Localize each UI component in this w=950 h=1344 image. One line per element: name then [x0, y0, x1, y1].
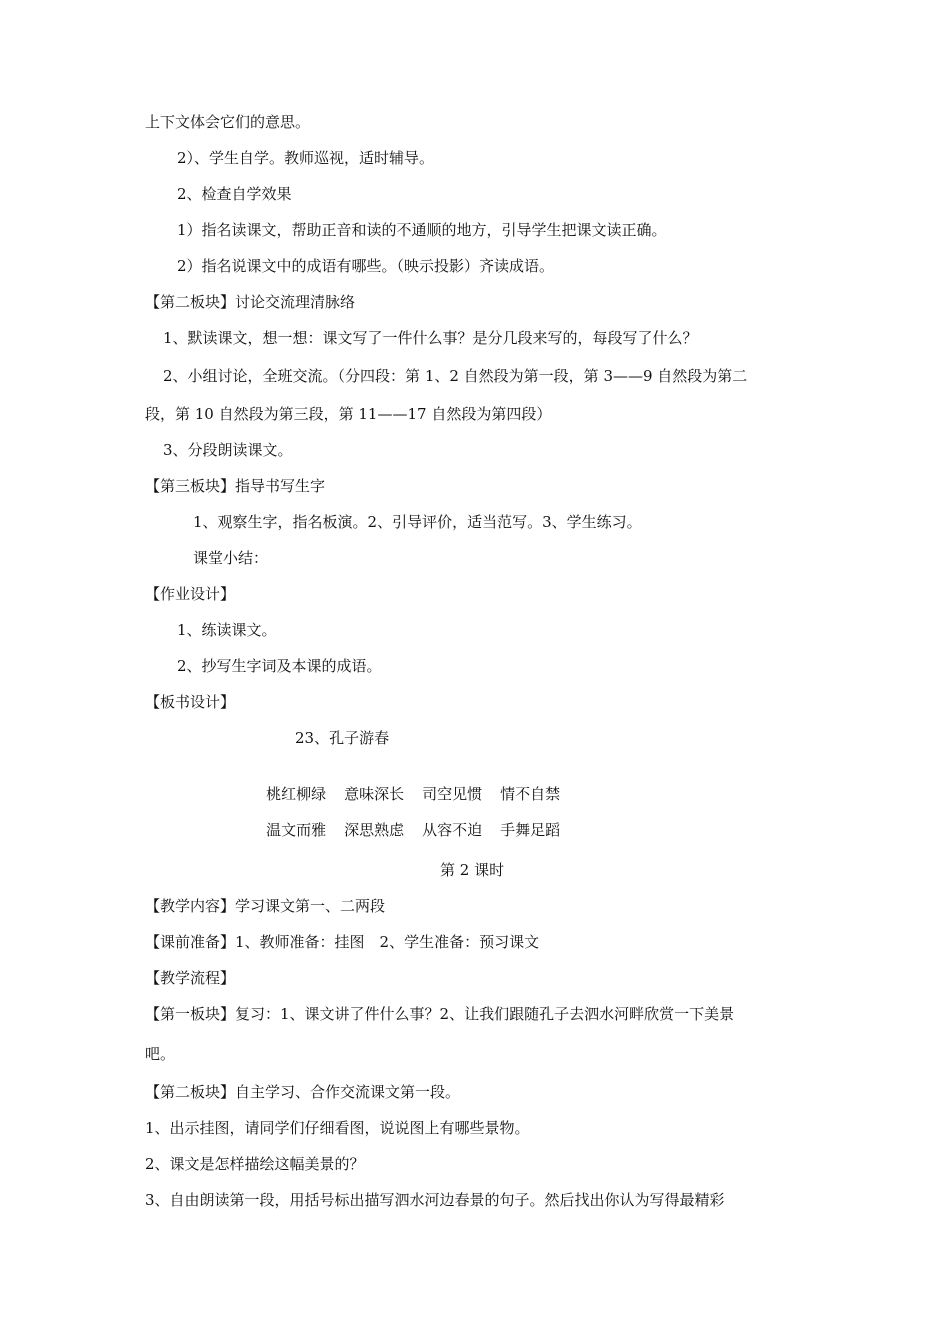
- text-line: 吧。: [145, 1045, 176, 1063]
- section-heading: 【第一板块】复习：1、课文讲了件什么事？2、让我们跟随孔子去泗水河畔欣赏一下美景: [145, 1005, 735, 1023]
- text-line: 2）指名说课文中的成语有哪些。（映示投影）齐读成语。: [177, 257, 555, 275]
- section-heading: 【第二板块】讨论交流理清脉络: [145, 293, 356, 311]
- text-line: 2、课文是怎样描绘这幅美景的？: [145, 1155, 365, 1173]
- text-line: 课堂小结：: [193, 549, 269, 567]
- board-vocab-row: [247, 800, 578, 860]
- text-line: 1、默读课文，想一想：课文写了一件什么事？是分几段来写的，每段写了什么？: [163, 329, 698, 347]
- text-line: 1、观察生字，指名板演。2、引导评价，适当范写。3、学生练习。: [193, 513, 642, 531]
- idiom: 情不自禁: [500, 785, 561, 803]
- idiom: 桃红柳绿: [266, 785, 327, 803]
- section-heading: 【教学内容】学习课文第一、二两段: [145, 897, 386, 915]
- text-line: 2、小组讨论，全班交流。（分四段：第 1、2 自然段为第一段，第 3——9 自然段为第二: [163, 367, 748, 385]
- idiom: 手舞足蹈: [500, 821, 561, 839]
- lesson-heading: 第 2 课时: [440, 861, 505, 879]
- idiom: 意味深长: [344, 785, 405, 803]
- text-line: 1、出示挂图，请同学们仔细看图，说说图上有哪些景物。: [145, 1119, 530, 1137]
- section-heading: 【教学流程】: [145, 969, 236, 987]
- idiom: 司空见惯: [422, 785, 483, 803]
- text-line: 段，第 10 自然段为第三段，第 11——17 自然段为第四段）: [145, 405, 552, 423]
- text-line: 2）、学生自学。教师巡视，适时辅导。: [177, 149, 435, 167]
- section-heading: 【课前准备】1、教师准备：挂图 2、学生准备：预习课文: [145, 933, 540, 951]
- text-line: 上下文体会它们的意思。: [145, 113, 311, 131]
- section-heading: 【作业设计】: [145, 585, 236, 603]
- idiom: 深思熟虑: [344, 821, 405, 839]
- board-title: 23、孔子游春: [295, 729, 390, 747]
- idiom: 温文而雅: [266, 821, 327, 839]
- text-line: 1、练读课文。: [177, 621, 277, 639]
- text-line: 2、抄写生字词及本课的成语。: [177, 657, 382, 675]
- text-line: 3、分段朗读课文。: [163, 441, 293, 459]
- text-line: 3、自由朗读第一段，用括号标出描写泗水河边春景的句子。然后找出你认为写得最精彩: [145, 1191, 725, 1209]
- text-line: 2、检查自学效果: [177, 185, 292, 203]
- section-heading: 【第二板块】自主学习、合作交流课文第一段。: [145, 1083, 461, 1101]
- section-heading: 【板书设计】: [145, 693, 236, 711]
- text-line: 1）指名读课文，帮助正音和读的不通顺的地方，引导学生把课文读正确。: [177, 221, 667, 239]
- section-heading: 【第三板块】指导书写生字: [145, 477, 326, 495]
- idiom: 从容不迫: [422, 821, 483, 839]
